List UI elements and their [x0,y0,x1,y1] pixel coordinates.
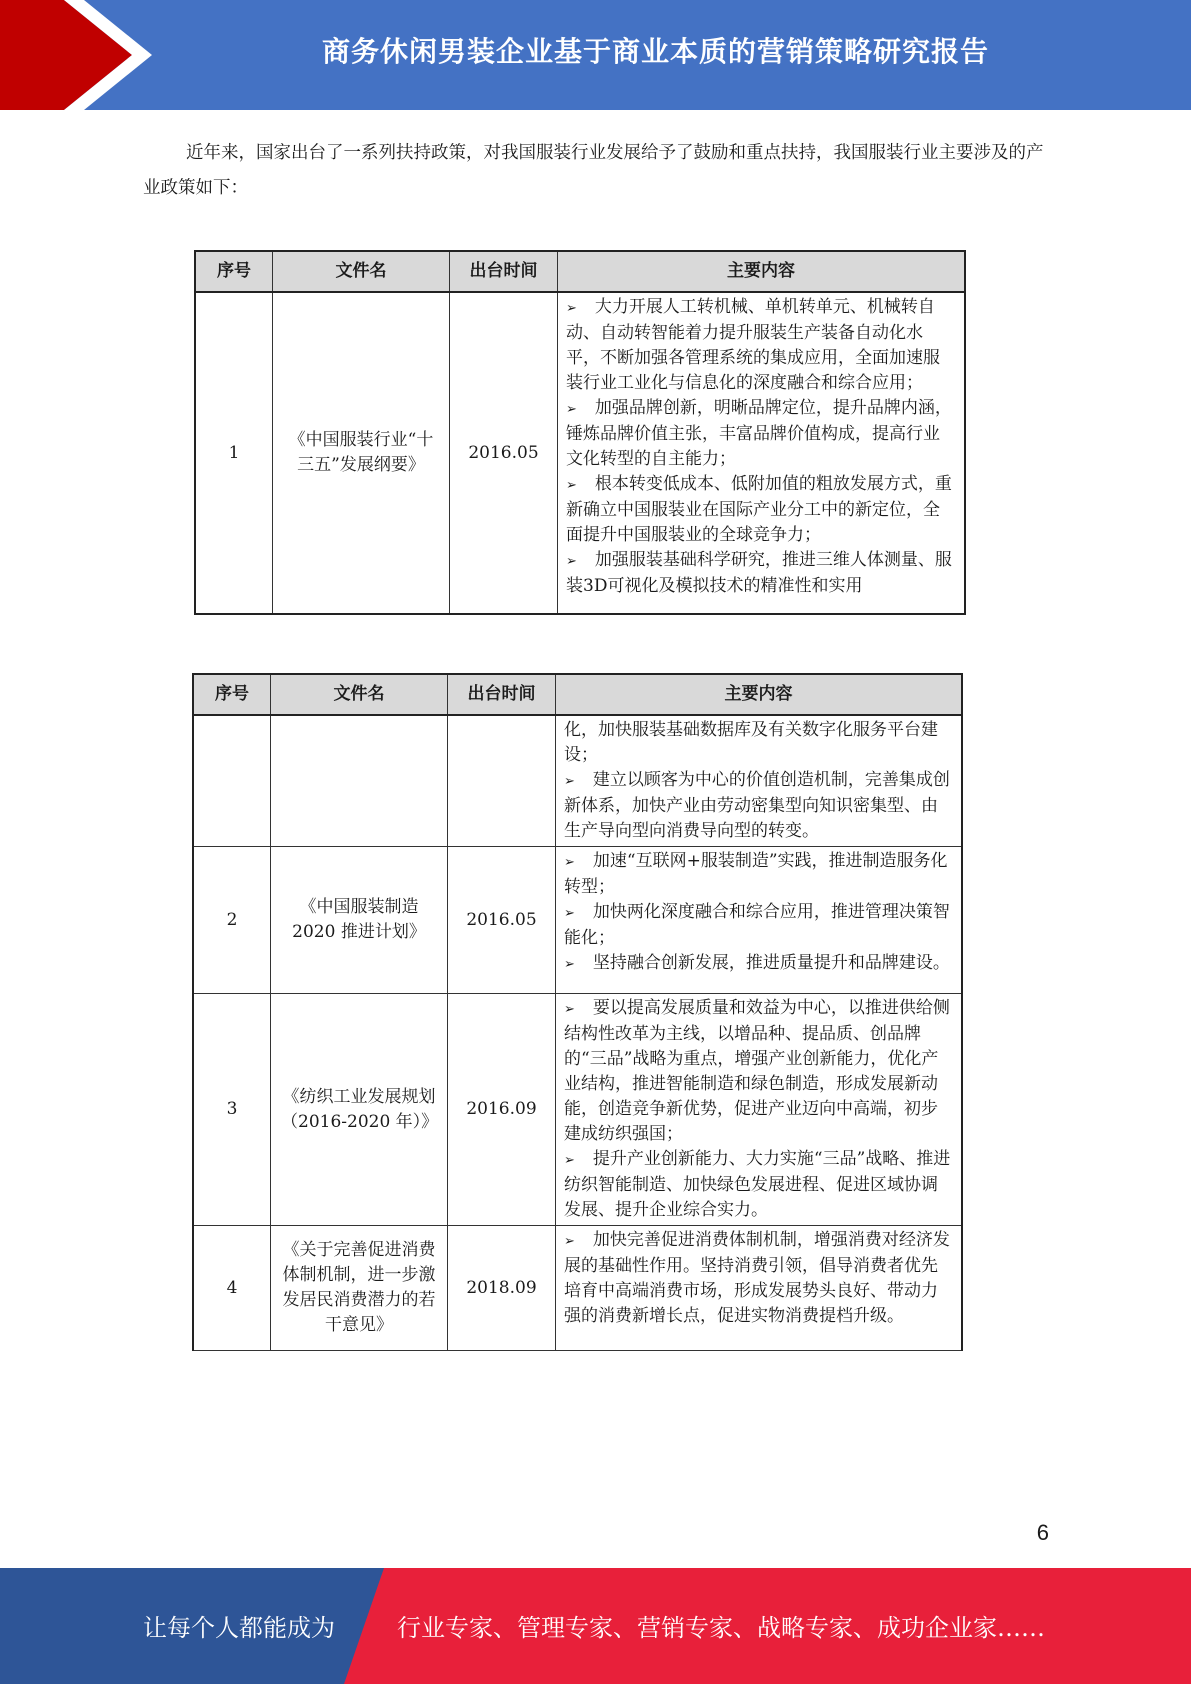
content-item: ➢ 加强品牌创新，明晰品牌定位，提升品牌内涵，锤炼品牌价值主张，丰富品牌价值构成，提高行业文化转型的自主能力； [566,398,952,469]
table-row [193,847,962,994]
content-item: ➢ 大力开展人工转机械、单机转单元、机械转自动、自动转智能着力提升服装生产装备自动化水平，不断加强各管理系统的集成应用，全面加速服装行业工业化与信息化的深度融合和综合应用； [566,297,940,393]
col-header-content: 主要内容 [558,251,966,292]
arrow-bullet-icon: ➢ [564,957,575,972]
row-content [556,847,963,994]
row-no: 3 [193,994,271,1226]
row-name: 《中国服装行业“十三五”发展纲要》 [273,292,450,614]
page-footer [0,1568,1191,1684]
row-no: 2 [193,847,271,994]
row-date: 2018.09 [448,1226,556,1351]
col-header-date: 出台时间 [448,674,556,715]
row-date: 2016.05 [450,292,558,614]
arrow-bullet-icon: ➢ [566,554,577,569]
footer-slogan-right: 行业专家、管理专家、营销专家、战略专家、成功企业家…… [397,1614,1045,1642]
content-item: ➢ 加强服装基础科学研究，推进三维人体测量、服装3D可视化及模拟技术的精准性和实用 [566,550,952,596]
content-item: ➢ 加快完善促进消费体制机制，增强消费对经济发展的基础性作用。坚持消费引领，倡导消费者优先培育中高端消费市场，形成发展势头良好、带动力强的消费新增长点，促进实物消费提档升级。 [564,1230,950,1326]
row-name: 《关于完善促进消费体制机制，进一步激发居民消费潜力的若干意见》 [271,1226,448,1351]
arrow-bullet-icon: ➢ [564,906,575,921]
arrow-bullet-icon: ➢ [564,855,575,870]
arrow-bullet-icon: ➢ [566,478,577,493]
arrow-bullet-icon: ➢ [564,774,575,789]
row-no: 1 [195,292,273,614]
table-row [193,1226,962,1351]
col-header-date: 出台时间 [450,251,558,292]
content-item: ➢ 根本转变低成本、低附加值的粗放发展方式，重新确立中国服装业在国际产业分工中的新定位，全面提升中国服装业的全球竞争力； [566,474,952,545]
arrow-bullet-icon: ➢ [566,301,577,316]
row-content [556,1226,963,1351]
content-item: ➢ 坚持融合创新发展，推进质量提升和品牌建设。 [564,953,950,973]
table-row [195,292,965,614]
table-header-row [193,674,962,715]
content-item: ➢ 要以提高发展质量和效益为中心，以推进供给侧结构性改革为主线，以增品种、提品质、创品牌的“三品”战略为重点，增强产业创新能力，优化产业结构，推进智能制造和绿色制造，形成发展新动能，创造竞争新优势，促进产业迈向中高端，初步建成纺织强国； [564,998,950,1144]
row-name: 《纺织工业发展规划（2016-2020 年）》 [271,994,448,1226]
intro-paragraph: 近年来，国家出台了一系列扶持政策，对我国服装行业发展给予了鼓励和重点扶持，我国服装行业主要涉及的产业政策如下： [143,143,1044,198]
col-header-name: 文件名 [273,251,450,292]
content-item: ➢ 加速“互联网+服装制造”实践，推进制造服务化转型； [564,851,948,897]
arrow-bullet-icon: ➢ [564,1002,575,1017]
table-row-continuation [193,715,962,847]
arrow-bullet-icon: ➢ [564,1234,575,1249]
content-item: ➢ 加快两化深度融合和综合应用，推进管理决策智能化； [564,902,950,948]
footer-slogan-left: 让每个人都能成为 [143,1614,335,1642]
content-text: 化，加快服装基础数据库及有关数字化服务平台建设； [564,720,938,765]
row-name: 《中国服装制造2020 推进计划》 [271,847,448,994]
header-title: 商务休闲男装企业基于商业本质的营销策略研究报告 [321,35,989,68]
policy-table-2 [192,673,963,1351]
col-header-no: 序号 [195,251,273,292]
arrow-bullet-icon: ➢ [566,402,577,417]
col-header-content: 主要内容 [556,674,963,715]
col-header-no: 序号 [193,674,271,715]
row-no: 4 [193,1226,271,1351]
page-header [0,0,1191,110]
table-row [193,994,962,1226]
content-item: ➢ 提升产业创新能力、大力实施“三品”战略、推进纺织智能制造、加快绿色发展进程、促进区域协调发展、提升企业综合实力。 [564,1149,951,1220]
row-date: 2016.05 [448,847,556,994]
row-content [556,715,963,847]
page-number: 6 [1036,1520,1049,1545]
row-content [558,292,966,614]
col-header-name: 文件名 [271,674,448,715]
table-header-row [195,251,965,292]
policy-table-1 [194,250,966,615]
arrow-bullet-icon: ➢ [564,1153,575,1168]
row-content [556,994,963,1226]
content-item: ➢ 建立以顾客为中心的价值创造机制，完善集成创新体系，加快产业由劳动密集型向知识密集型、由生产导向型向消费导向型的转变。 [564,770,950,841]
row-date: 2016.09 [448,994,556,1226]
